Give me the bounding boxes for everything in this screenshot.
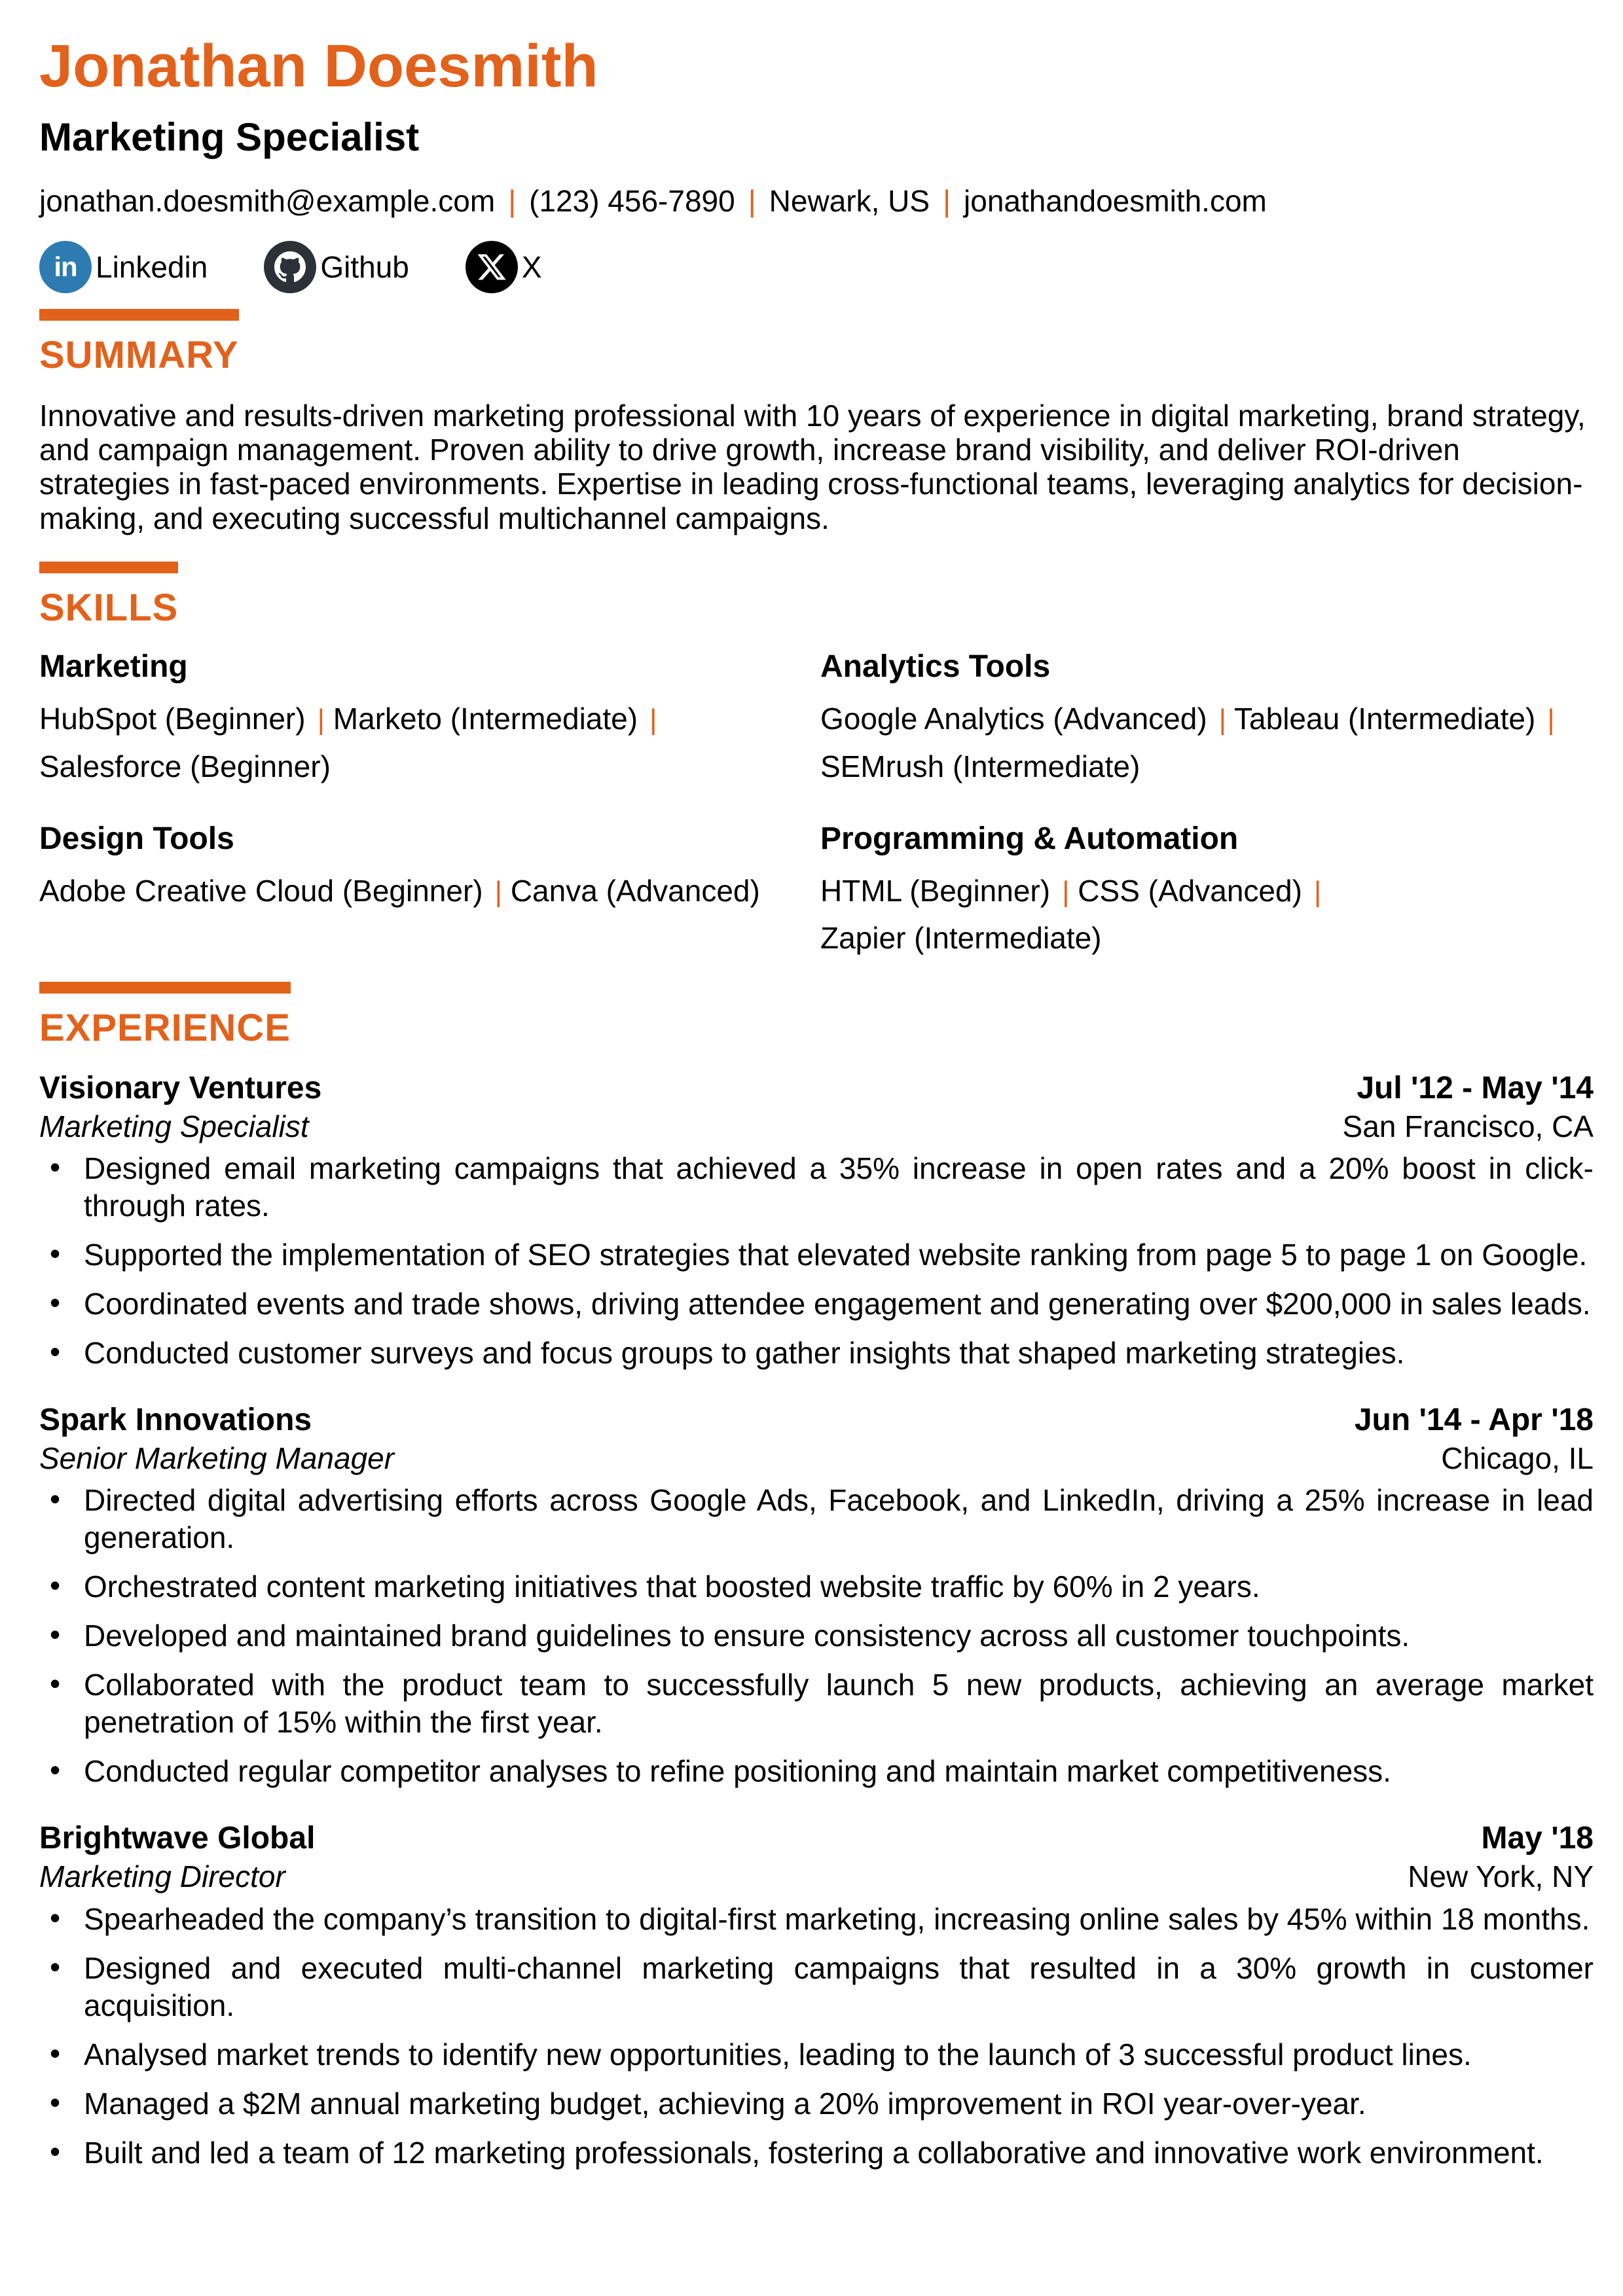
linkedin-link[interactable] (39, 241, 208, 293)
skill-item: HubSpot (Beginner) | (39, 702, 325, 736)
skills-grid (39, 645, 1594, 962)
social-links (39, 241, 1594, 293)
job-spark-innovations (39, 1401, 1594, 1790)
github-link[interactable] (264, 241, 409, 293)
bullet-item: • Supported the implementation of SEO strategies that elevated website ranking from page 5 to page 1 on Google. (39, 1236, 1594, 1274)
skill-category-name: Programming & Automation (820, 821, 1239, 856)
job-dates: May '18 (1481, 1821, 1594, 1856)
bullet-item: • Designed email marketing campaigns that achieved a 35% increase in open rates and a 20% boost in click-through rates. (39, 1150, 1594, 1225)
experience-section (39, 982, 1594, 2172)
x-label: X (521, 249, 542, 284)
skill-item: Zapier (Intermediate) (820, 921, 1102, 956)
skill-item: Salesforce (Beginner) (39, 749, 331, 783)
skill-item: Google Analytics (Advanced) | (820, 702, 1227, 736)
job-header (39, 1401, 1594, 1440)
x-icon (465, 241, 518, 293)
linkedin-icon: in (39, 241, 92, 293)
skill-items (820, 695, 1573, 790)
skill-item: Adobe Creative Cloud (Beginner) | (39, 873, 503, 908)
skill-category-design-tools (39, 817, 792, 963)
job-subheader (39, 1108, 1594, 1145)
skill-category-analytics-tools (820, 645, 1573, 791)
job-role: Senior Marketing Manager (39, 1441, 395, 1476)
skill-item: HTML (Beginner) | (820, 873, 1070, 908)
contact-email: jonathan.doesmith@example.com (39, 184, 496, 219)
skill-items (820, 867, 1573, 962)
job-dates: Jun '14 - Apr '18 (1354, 1403, 1594, 1438)
contact-website: jonathandoesmith.com (964, 184, 1267, 219)
bullet-item: • Built and led a team of 12 marketing professionals, fostering a collaborative and innovative work environment. (39, 2134, 1594, 2172)
skill-separator: | (1313, 875, 1322, 908)
job-subheader (39, 1440, 1594, 1477)
job-visionary-ventures (39, 1069, 1594, 1372)
contact-phone: (123) 456-7890 (529, 184, 735, 219)
skill-separator: | (649, 704, 657, 736)
job-dates: Jul '12 - May '14 (1357, 1070, 1594, 1105)
experience-heading: EXPERIENCE (39, 982, 291, 1050)
contact-location: Newark, US (769, 184, 930, 219)
skill-item: SEMrush (Intermediate) (820, 749, 1140, 783)
person-name: Jonathan Doesmith (39, 33, 598, 99)
skill-category-name: Design Tools (39, 821, 234, 856)
contact-separator: | (943, 184, 951, 219)
skill-category-name: Marketing (39, 649, 188, 685)
github-label: Github (320, 249, 409, 284)
job-company: Brightwave Global (39, 1821, 316, 1856)
x-link[interactable] (465, 241, 542, 293)
person-title: Marketing Specialist (39, 115, 420, 160)
skill-item: Tableau (Intermediate) | (1234, 702, 1555, 736)
skill-item: CSS (Advanced) | (1078, 873, 1322, 908)
skills-section (39, 562, 1594, 962)
bullet-item: • Designed and executed multi-channel marketing campaigns that resulted in a 30% growth in customer acquisition. (39, 1950, 1594, 2024)
job-bullets (39, 1150, 1594, 1372)
job-location: New York, NY (1408, 1859, 1594, 1894)
bullet-item: • Conducted regular competitor analyses to refine positioning and maintain market competitiveness. (39, 1753, 1594, 1790)
summary-heading: SUMMARY (39, 309, 239, 378)
skills-heading: SKILLS (39, 562, 178, 630)
skill-separator: | (1218, 704, 1227, 736)
summary-section (39, 309, 1594, 535)
skill-category-programming-automation (820, 817, 1573, 963)
job-header (39, 1819, 1594, 1858)
job-role: Marketing Specialist (39, 1109, 309, 1143)
contact-line (39, 184, 1594, 219)
job-header (39, 1069, 1594, 1108)
job-company: Visionary Ventures (39, 1070, 322, 1105)
job-role: Marketing Director (39, 1859, 285, 1894)
bullet-item: • Orchestrated content marketing initiatives that boosted website traffic by 60% in 2 years. (39, 1568, 1594, 1605)
skill-item: Marketo (Intermediate) | (333, 702, 657, 736)
skill-category-marketing (39, 645, 792, 791)
summary-text: Innovative and results-driven marketing professional with 10 years of experience in digital marketing, brand strategy, and campaign management. Proven ability to drive growth, increase brand visibility, and deliver ROI-driven strategies in fast-paced environments. Expertise in leading cross-functional teams, leveraging analytics for decision-making, and executing successful multichannel campaigns. (39, 398, 1586, 535)
skill-separator: | (317, 704, 325, 736)
job-bullets (39, 1901, 1594, 2172)
job-location: San Francisco, CA (1342, 1109, 1594, 1143)
bullet-item: • Spearheaded the company’s transition to digital-first marketing, increasing online sales by 45% within 18 months. (39, 1901, 1594, 1938)
bullet-item: • Directed digital advertising efforts across Google Ads, Facebook, and LinkedIn, driving a 25% increase in lead generation. (39, 1482, 1594, 1556)
job-brightwave-global (39, 1819, 1594, 2171)
contact-separator: | (508, 184, 517, 219)
bullet-item: • Collaborated with the product team to successfully launch 5 new products, achieving an average market penetration of 15% within the first year. (39, 1666, 1594, 1741)
skill-item: Canva (Advanced) (510, 873, 760, 908)
bullet-item: • Coordinated events and trade shows, driving attendee engagement and generating over $200,000 in sales leads. (39, 1285, 1594, 1323)
bullet-item: • Conducted customer surveys and focus groups to gather insights that shaped marketing strategies. (39, 1335, 1594, 1372)
bullet-item: • Managed a $2M annual marketing budget, achieving a 20% improvement in ROI year-over-year. (39, 2085, 1594, 2123)
job-subheader (39, 1858, 1594, 1895)
job-location: Chicago, IL (1441, 1441, 1594, 1476)
skill-separator: | (494, 875, 503, 908)
skill-separator: | (1062, 875, 1070, 908)
skill-separator: | (1547, 704, 1555, 736)
job-bullets (39, 1482, 1594, 1790)
job-company: Spark Innovations (39, 1403, 312, 1438)
skill-items (39, 695, 792, 790)
linkedin-label: Linkedin (96, 249, 208, 284)
skill-items (39, 867, 792, 915)
skill-category-name: Analytics Tools (820, 649, 1051, 685)
bullet-item: • Developed and maintained brand guidelines to ensure consistency across all customer touchpoints. (39, 1617, 1594, 1655)
contact-separator: | (748, 184, 756, 219)
github-icon (264, 241, 316, 293)
bullet-item: • Analysed market trends to identify new opportunities, leading to the launch of 3 successful product lines. (39, 2036, 1594, 2073)
